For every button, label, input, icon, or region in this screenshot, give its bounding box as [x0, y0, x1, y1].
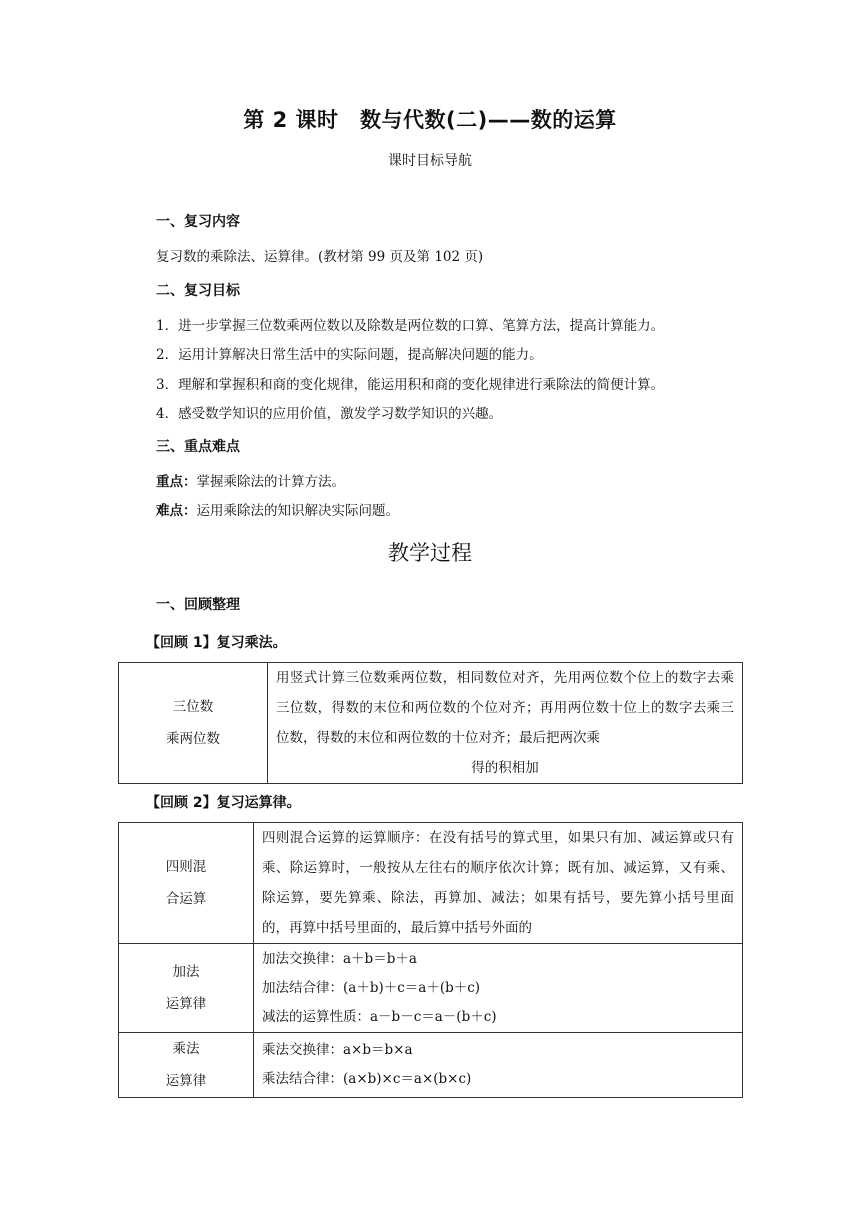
page-title: 第 2 课时 数与代数(二)——数的运算 — [243, 108, 617, 132]
label-line: 乘法 — [172, 1041, 200, 1057]
label-line: 合运算 — [165, 891, 207, 907]
formula-line: 乘法结合律：(a×b)×c＝a×(b×c) — [262, 1071, 472, 1087]
formula-line: 减法的运算性质：a－b－c＝a－(b＋c) — [262, 1008, 497, 1025]
content-text: 用竖式计算三位数乘两位数，相同数位对齐，先用两位数个位上的数字去乘三位数，得数的末位和两位数的个位对齐；再用两位数十位上的数字去乘三位数，得数的末位和两位数的十位对齐；最后把两次乘 — [276, 670, 734, 746]
goal-item-2: 2．运用计算解决日常生活中的实际问题，提高解决问题的能力。 — [156, 347, 543, 363]
section-heading-review: 一、回顾整理 — [156, 597, 240, 613]
page-subtitle: 课时目标导航 — [388, 153, 472, 169]
difficult-point-text: 运用乘除法的知识解决实际问题。 — [196, 503, 399, 519]
table-cell-label — [119, 823, 254, 944]
table-cell-label — [119, 1033, 254, 1098]
review-content-text: 复习数的乘除法、运算律。(教材第 99 页及第 102 页) — [156, 249, 484, 265]
review-2-table — [118, 822, 743, 1098]
formula-line: 乘法交换律：a×b＝b×a — [262, 1042, 413, 1058]
table-row — [119, 1033, 743, 1098]
key-point-text: 掌握乘除法的计算方法。 — [196, 474, 345, 490]
key-point-label: 重点： — [156, 474, 197, 490]
label-line: 四则混 — [165, 859, 207, 875]
table-row — [119, 944, 743, 1033]
review-2-heading: 【回顾 2】复习运算律。 — [146, 795, 301, 811]
content-text: 四则混合运算的运算顺序：在没有括号的算式里，如果只有加、减运算或只有乘、除运算时，一般按从左往右的顺序依次计算；既有加、减运算，又有乘、除运算，要先算乘、除法，再算加、减法；如果有括号，要先算小括号里面的，再算中括号里面的，最后算中括号外面的 — [262, 830, 734, 936]
table-row — [119, 663, 743, 784]
goal-item-4: 4．感受数学知识的应用价值，激发学习数学知识的兴趣。 — [156, 406, 503, 422]
review-1-table — [118, 662, 743, 784]
table-cell-label — [119, 944, 254, 1033]
review-1-heading: 【回顾 1】复习乘法。 — [146, 635, 287, 651]
table-cell-content — [254, 1033, 743, 1098]
section-heading-review-goals: 二、复习目标 — [156, 283, 240, 299]
formula-line: 加法交换律：a＋b＝b＋a — [262, 950, 417, 967]
goal-item-3: 3．理解和掌握积和商的变化规律，能运用积和商的变化规律进行乘除法的简便计算。 — [156, 377, 665, 393]
table-cell-content — [268, 663, 743, 784]
formula-line: 加法结合律：(a＋b)＋c＝a＋(b＋c) — [262, 979, 481, 996]
label-line: 运算律 — [165, 996, 207, 1012]
table-row — [119, 823, 743, 944]
key-point-line — [156, 470, 345, 490]
label-line: 运算律 — [165, 1073, 207, 1089]
label-line: 乘两位数 — [166, 731, 220, 747]
table-cell-content — [254, 823, 743, 944]
difficult-point-label: 难点： — [156, 503, 197, 519]
label-line: 加法 — [172, 964, 200, 980]
goal-item-1: 1．进一步掌握三位数乘两位数以及除数是两位数的口算、笔算方法，提高计算能力。 — [156, 318, 665, 334]
content-text-last: 得的积相加 — [471, 760, 539, 776]
difficult-point-line — [156, 499, 399, 519]
label-line: 三位数 — [172, 699, 214, 715]
section-heading-review-content: 一、复习内容 — [156, 214, 240, 230]
teaching-process-title: 教学过程 — [388, 541, 472, 565]
table-cell-label — [119, 663, 268, 784]
table-cell-content — [254, 944, 743, 1033]
section-heading-key-points: 三、重点难点 — [156, 439, 240, 455]
